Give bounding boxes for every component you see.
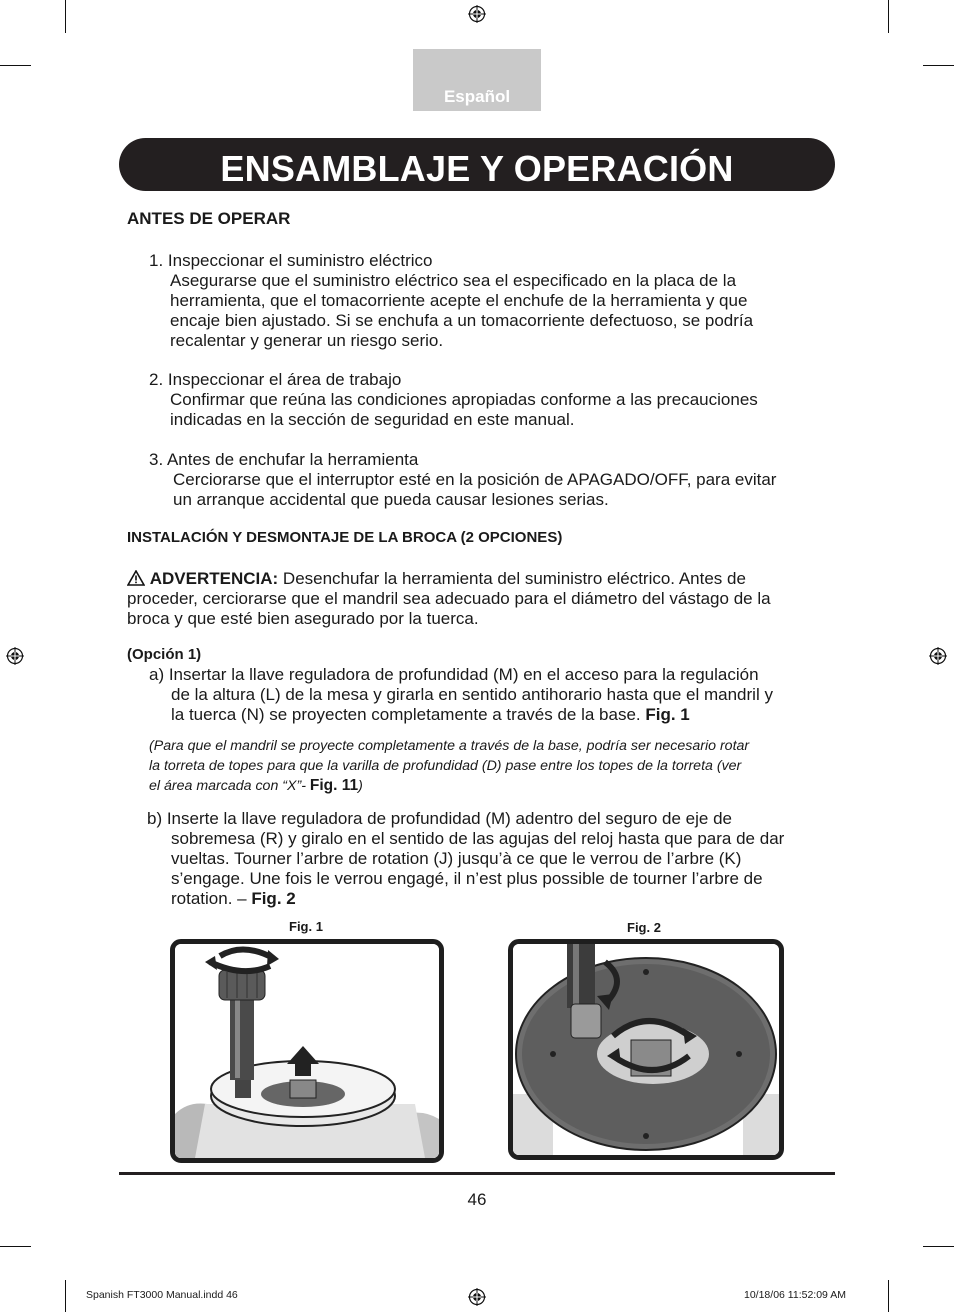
- crop-mark: [0, 65, 31, 66]
- section-banner: [119, 138, 835, 191]
- text-line: proceder, cerciorarse que el mandril sea adecuado para el diámetro del vástago de la: [127, 589, 771, 608]
- step-b: [147, 809, 784, 909]
- page-number: 46: [467, 1190, 487, 1209]
- list-item: [149, 450, 776, 510]
- figure-caption: Fig. 1: [289, 919, 323, 934]
- crop-mark: [65, 0, 66, 33]
- text-line: la tuerca (N) se proyecten completamente a través de la base.: [171, 705, 641, 724]
- text-line: la torreta de topes para que la varilla de profundidad (D) pase entre los topes de la torreta (ver: [149, 758, 742, 774]
- figure-reference: Fig. 2: [251, 889, 296, 908]
- text-line: Confirmar que reúna las condiciones apropiadas conforme a las precauciones: [170, 390, 758, 409]
- crop-mark: [888, 1280, 889, 1312]
- option-label: (Opción 1): [127, 646, 202, 663]
- figure-reference: Fig. 1: [645, 705, 690, 724]
- text-line: de la altura (L) de la mesa y girarla en sentido antihorario hasta que el mandril y: [171, 685, 773, 704]
- language-tab: [413, 49, 541, 111]
- divider: [119, 1172, 835, 1175]
- note-block: [149, 736, 749, 796]
- list-item: [149, 370, 758, 430]
- figure-2-image: [508, 939, 784, 1160]
- step-a: [149, 665, 773, 725]
- figure-reference: Fig. 11: [309, 777, 359, 794]
- text-line: rotation. –: [171, 889, 252, 908]
- text-line: broca y que esté bien asegurado por la tuerca.: [127, 609, 479, 628]
- warning-label: ADVERTENCIA:: [149, 569, 279, 588]
- text-line: un arranque accidental que pueda causar lesiones serias.: [173, 490, 609, 509]
- crop-mark: [923, 1246, 954, 1247]
- text-line: Desenchufar la herramienta del suministro eléctrico. Antes de: [278, 569, 746, 588]
- footer-date: 10/18/06 11:52:09 AM: [744, 1289, 846, 1301]
- registration-mark-icon: [468, 1288, 486, 1306]
- figure-1-image: [170, 939, 444, 1163]
- crop-mark: [923, 65, 954, 66]
- text-line: herramienta, que el tomacorriente acepte el enchufe de la herramienta y que: [170, 291, 748, 310]
- text-line: a) Insertar la llave reguladora de profundidad (M) en el acceso para la regulación: [149, 665, 759, 684]
- text-line: indicadas en la sección de seguridad en este manual.: [170, 410, 575, 429]
- registration-mark-icon: [468, 5, 486, 23]
- warning-block: [127, 569, 827, 629]
- registration-mark-icon: [929, 647, 947, 665]
- text-line: s’engage. Une fois le verrou engagé, il n’est plus possible de tourner l’arbre de: [171, 869, 763, 888]
- text-line: sobremesa (R) y giralo en el sentido de las agujas del reloj hasta que para de dar: [171, 829, 785, 848]
- list-item-title: 2. Inspeccionar el área de trabajo: [149, 370, 402, 389]
- text-line: vueltas. Tourner l’arbre de rotation (J) jusqu’à ce que le verrou de l’arbre (K): [171, 849, 742, 868]
- text-line: encaje bien ajustado. Si se enchufa a un tomacorriente defectuoso, se podría: [170, 311, 754, 330]
- list-item: [149, 251, 753, 351]
- text-line: el área marcada con “X”-: [149, 778, 306, 794]
- figure-caption: Fig. 2: [627, 920, 661, 935]
- crop-mark: [0, 1246, 31, 1247]
- text-line: recalentar y generar un riesgo serio.: [170, 331, 444, 350]
- section-heading: ANTES DE OPERAR: [127, 209, 291, 228]
- text-line: ): [358, 778, 363, 794]
- list-item-title: 3. Antes de enchufar la herramienta: [149, 450, 419, 469]
- page-title: ENSAMBLAJE Y OPERACIÓN: [220, 148, 734, 189]
- section-heading: INSTALACIÓN Y DESMONTAJE DE LA BROCA (2 OPCIONES): [127, 529, 563, 546]
- list-item-title: 1. Inspeccionar el suministro eléctrico: [149, 251, 433, 270]
- text-line: b) Inserte la llave reguladora de profundidad (M) adentro del seguro de eje de: [147, 809, 732, 828]
- registration-mark-icon: [6, 647, 24, 665]
- footer-file: Spanish FT3000 Manual.indd 46: [86, 1289, 238, 1301]
- text-line: (Para que el mandril se proyecte completamente a través de la base, podría ser necesario rotar: [149, 738, 750, 754]
- crop-mark: [65, 1280, 66, 1312]
- text-line: Cerciorarse que el interruptor esté en la posición de APAGADO/OFF, para evitar: [173, 470, 777, 489]
- language-tab-label: Español: [443, 87, 511, 106]
- crop-mark: [888, 0, 889, 33]
- text-line: Asegurarse que el suministro eléctrico sea el especificado en la placa de la: [170, 271, 737, 290]
- warning-triangle-icon: [127, 570, 145, 586]
